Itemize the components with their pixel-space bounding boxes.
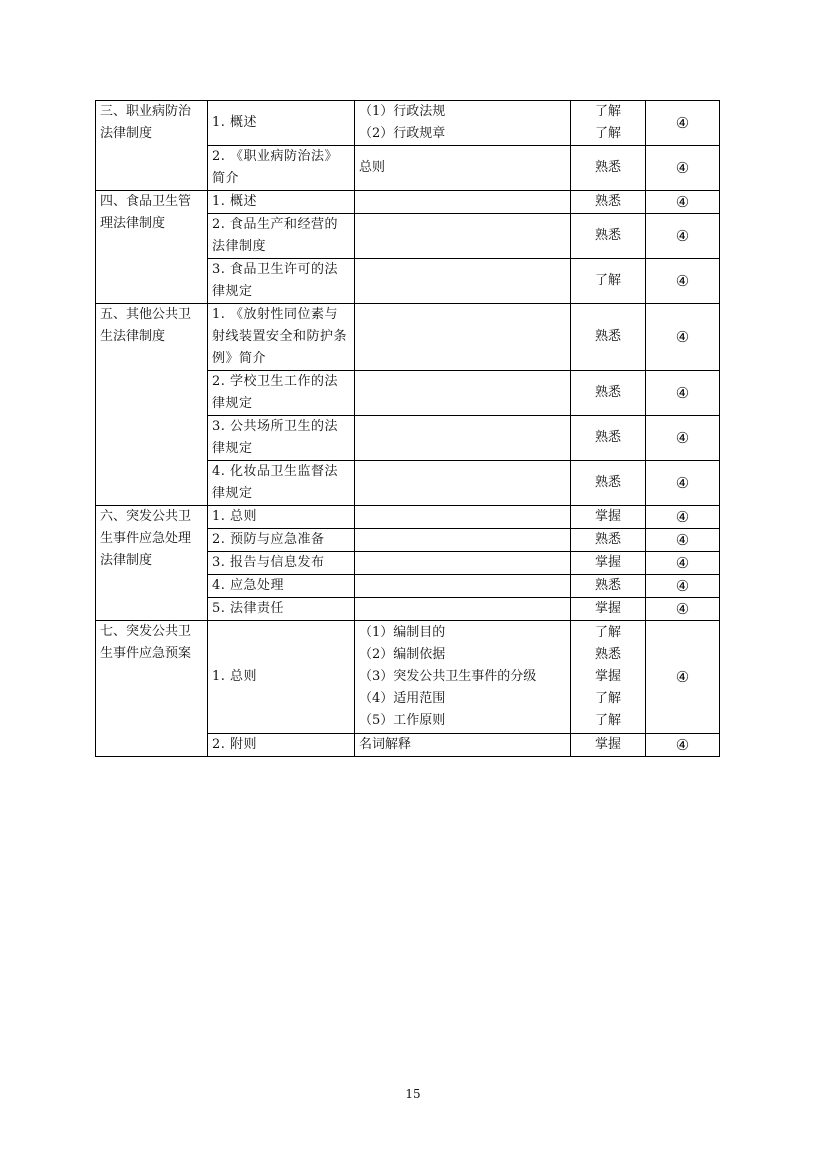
level-label: 掌握 <box>594 555 621 570</box>
table-row <box>96 304 720 371</box>
content-cell <box>355 214 571 259</box>
level-label: 掌握 <box>594 669 621 684</box>
unit-title: 四、食品卫生管理法律制度 <box>96 191 208 304</box>
level-cell <box>571 259 646 304</box>
content-cell <box>355 529 571 552</box>
content-item: （2）编制依据 <box>359 647 446 662</box>
requirement-cell: ④ <box>646 101 720 146</box>
topic-cell: 3. 公共场所卫生的法律规定 <box>208 416 355 461</box>
content-cell <box>355 506 571 529</box>
level-label: 熟悉 <box>594 578 621 593</box>
topic-cell: 2. 学校卫生工作的法律规定 <box>208 371 355 416</box>
level-label: 熟悉 <box>594 228 621 243</box>
content-item: （4）适用范围 <box>359 691 446 706</box>
requirement-cell: ④ <box>646 621 720 734</box>
content-cell <box>355 461 571 506</box>
level-label: 掌握 <box>594 601 621 616</box>
level-label: 了解 <box>594 625 621 640</box>
table-row <box>96 621 720 734</box>
requirement-cell: ④ <box>646 734 720 757</box>
level-label: 掌握 <box>594 509 621 524</box>
unit-title: 五、其他公共卫生法律制度 <box>96 304 208 506</box>
content-item: （5）工作原则 <box>359 713 446 728</box>
requirement-cell: ④ <box>646 304 720 371</box>
syllabus-table <box>95 100 720 757</box>
content-cell <box>355 575 571 598</box>
level-cell <box>571 461 646 506</box>
topic-cell: 3. 食品卫生许可的法律规定 <box>208 259 355 304</box>
content-item: （1）编制目的 <box>359 625 446 640</box>
table-row <box>96 506 720 529</box>
level-label: 了解 <box>594 713 621 728</box>
table-row <box>96 191 720 214</box>
requirement-cell: ④ <box>646 506 720 529</box>
requirement-cell: ④ <box>646 371 720 416</box>
content-cell <box>355 146 571 191</box>
topic-cell: 4. 应急处理 <box>208 575 355 598</box>
content-cell <box>355 101 571 146</box>
unit-title: 七、突发公共卫生事件应急预案 <box>96 621 208 757</box>
requirement-cell: ④ <box>646 461 720 506</box>
level-cell <box>571 552 646 575</box>
level-cell <box>571 146 646 191</box>
level-cell <box>571 734 646 757</box>
content-cell <box>355 416 571 461</box>
content-cell <box>355 734 571 757</box>
topic-cell: 1. 概述 <box>208 101 355 146</box>
topic-cell: 1. 总则 <box>208 621 355 734</box>
level-label: 掌握 <box>594 737 621 752</box>
level-label: 熟悉 <box>594 194 621 209</box>
topic-cell: 1. 《放射性同位素与射线装置安全和防护条例》简介 <box>208 304 355 371</box>
level-label: 熟悉 <box>594 430 621 445</box>
level-cell <box>571 529 646 552</box>
requirement-cell: ④ <box>646 214 720 259</box>
topic-cell: 3. 报告与信息发布 <box>208 552 355 575</box>
content-item: （3）突发公共卫生事件的分级 <box>359 669 537 684</box>
requirement-cell: ④ <box>646 191 720 214</box>
requirement-cell: ④ <box>646 575 720 598</box>
level-cell <box>571 506 646 529</box>
topic-cell: 1. 总则 <box>208 506 355 529</box>
level-label: 熟悉 <box>594 532 621 547</box>
requirement-cell: ④ <box>646 598 720 621</box>
table-row <box>96 101 720 146</box>
topic-cell: 2. 预防与应急准备 <box>208 529 355 552</box>
level-label: 熟悉 <box>594 160 621 175</box>
content-cell <box>355 371 571 416</box>
level-label: 熟悉 <box>594 385 621 400</box>
level-cell <box>571 371 646 416</box>
requirement-cell: ④ <box>646 552 720 575</box>
requirement-cell: ④ <box>646 416 720 461</box>
level-label: 了解 <box>594 273 621 288</box>
content-item: （1）行政法规 <box>359 104 446 119</box>
requirement-cell: ④ <box>646 259 720 304</box>
topic-cell: 4. 化妆品卫生监督法律规定 <box>208 461 355 506</box>
requirement-cell: ④ <box>646 146 720 191</box>
level-label: 了解 <box>594 126 621 141</box>
content-cell <box>355 191 571 214</box>
topic-cell: 2. 《职业病防治法》简介 <box>208 146 355 191</box>
level-label: 了解 <box>594 104 621 119</box>
topic-cell: 2. 附则 <box>208 734 355 757</box>
unit-title: 六、突发公共卫生事件应急处理法律制度 <box>96 506 208 621</box>
level-label: 熟悉 <box>594 475 621 490</box>
level-cell <box>571 191 646 214</box>
level-cell <box>571 621 646 734</box>
topic-cell: 2. 食品生产和经营的法律制度 <box>208 214 355 259</box>
content-cell <box>355 259 571 304</box>
level-label: 了解 <box>594 691 621 706</box>
topic-cell: 5. 法律责任 <box>208 598 355 621</box>
level-cell <box>571 101 646 146</box>
level-label: 熟悉 <box>594 329 621 344</box>
topic-cell: 1. 概述 <box>208 191 355 214</box>
page-number: 15 <box>405 1087 421 1101</box>
content-item: 名词解释 <box>359 737 412 752</box>
content-item: 总则 <box>359 160 386 175</box>
content-cell <box>355 552 571 575</box>
level-cell <box>571 214 646 259</box>
content-cell <box>355 598 571 621</box>
level-cell <box>571 598 646 621</box>
level-cell <box>571 304 646 371</box>
level-label: 熟悉 <box>594 647 621 662</box>
level-cell <box>571 416 646 461</box>
unit-title: 三、职业病防治法律制度 <box>96 101 208 191</box>
content-item: （2）行政规章 <box>359 126 446 141</box>
content-cell <box>355 621 571 734</box>
requirement-cell: ④ <box>646 529 720 552</box>
level-cell <box>571 575 646 598</box>
content-cell <box>355 304 571 371</box>
